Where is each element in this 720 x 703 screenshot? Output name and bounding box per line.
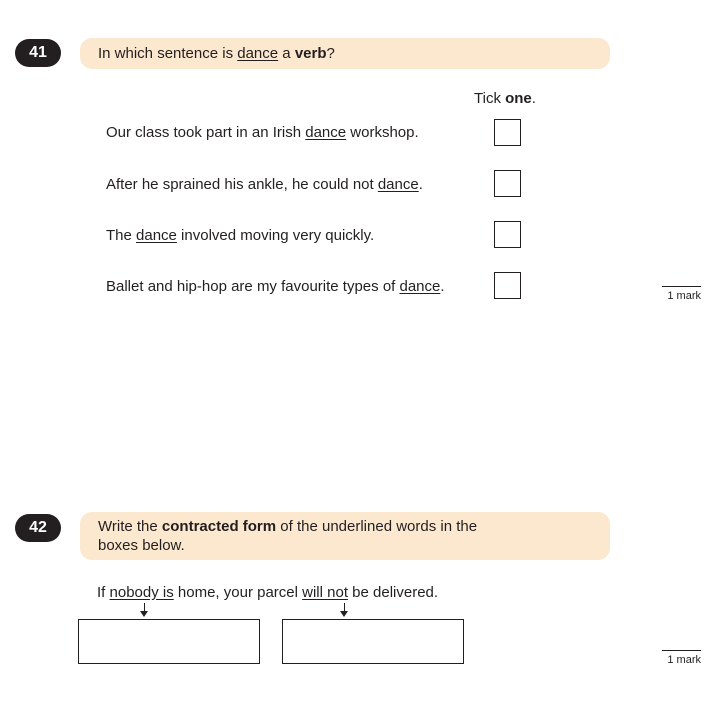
question-42-sentence: If nobody is home, your parcel will not be delivered. [97,584,439,601]
mark-line [662,650,701,651]
question-41-prompt [80,38,610,69]
underlined-phrase-1: nobody is [109,584,174,601]
option-1-text: Our class took part in an Irish dance workshop. [106,124,419,141]
option-4-tickbox[interactable] [494,272,521,299]
prompt-text: a [278,45,295,62]
answer-box-1[interactable] [78,619,260,664]
underlined-phrase-2: will not [302,584,348,601]
option-3-tickbox[interactable] [494,221,521,248]
prompt-text: In which sentence is [98,45,238,62]
mark-label: 1 mark [667,654,701,666]
mark-label: 1 mark [667,290,701,302]
arrowhead-icon [140,611,148,617]
prompt-text: ? [326,45,335,62]
bold-phrase: contracted form [161,518,277,535]
question-number-41: 41 [15,39,61,67]
bold-word: verb [294,45,327,62]
question-42-prompt: Write the contracted form of the underlined words in the boxes below. [80,512,610,560]
tick-instruction: Tick one. [474,90,536,107]
option-4-text: Ballet and hip-hop are my favourite types of dance. [106,278,445,295]
option-3-text: The dance involved moving very quickly. [106,227,375,244]
mark-line [662,286,701,287]
question-number-42: 42 [15,514,61,542]
underlined-word: dance [237,45,279,62]
arrowhead-icon [340,611,348,617]
answer-box-2[interactable] [282,619,464,664]
option-1-tickbox[interactable] [494,119,521,146]
option-2-text: After he sprained his ankle, he could not dance. [106,176,423,193]
option-2-tickbox[interactable] [494,170,521,197]
